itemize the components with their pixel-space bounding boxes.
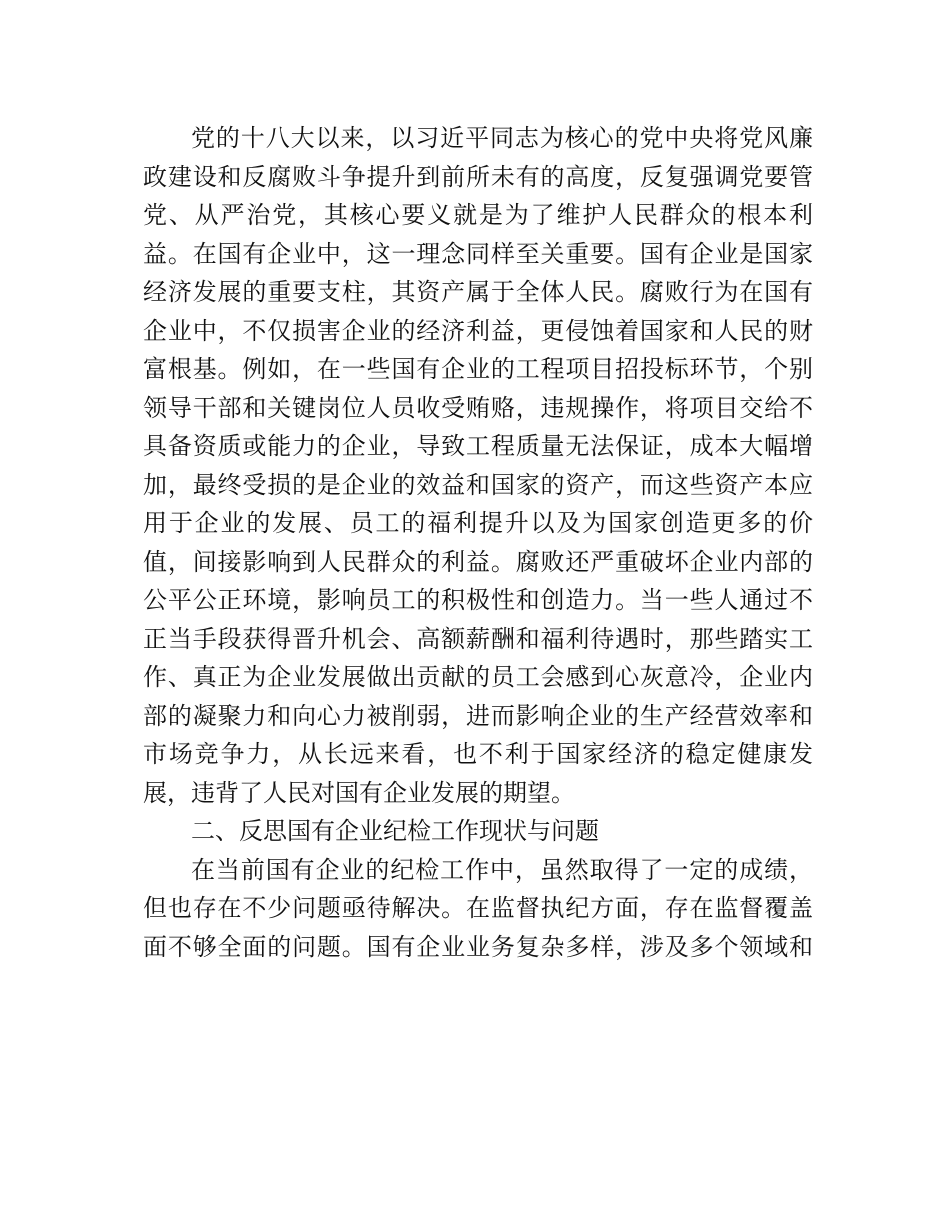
paragraph-line: 展，违背了人民对国有企业发展的期望。 [143, 778, 575, 807]
paragraph-line: 企业中，不仅损害企业的经济利益，更侵蚀着国家和人民的财 [143, 316, 813, 345]
document-body [143, 119, 813, 966]
paragraph-line: 加，最终受损的是企业的效益和国家的资产，而这些资产本应 [143, 470, 813, 499]
paragraph-line: 值，间接影响到人民群众的利益。腐败还严重破坏企业内部的 [143, 547, 813, 576]
paragraph-line: 部的凝聚力和向心力被削弱，进而影响企业的生产经营效率和 [143, 701, 813, 730]
paragraph-line: 在当前国有企业的纪检工作中，虽然取得了一定的成绩， [191, 855, 813, 884]
paragraph-line: 作、真正为企业发展做出贡献的员工会感到心灰意冷，企业内 [143, 663, 813, 691]
paragraph-line: 具备资质或能力的企业，导致工程质量无法保证，成本大幅增 [143, 432, 813, 460]
paragraph-line: 富根基。例如，在一些国有企业的工程项目招投标环节，个别 [143, 355, 813, 383]
paragraph-line: 党、从严治党，其核心要义就是为了维护人民群众的根本利 [143, 201, 813, 229]
paragraph-line: 党的十八大以来，以习近平同志为核心的党中央将党风廉 [191, 124, 813, 152]
paragraph-line: 经济发展的重要支柱，其资产属于全体人民。腐败行为在国有 [143, 278, 813, 306]
paragraph-line: 但也存在不少问题亟待解决。在监督执纪方面，存在监督覆盖 [143, 894, 813, 922]
paragraph-line: 政建设和反腐败斗争提升到前所未有的高度，反复强调党要管 [143, 162, 813, 191]
section-heading: 二、反思国有企业纪检工作现状与问题 [191, 817, 599, 845]
paragraph-line: 用于企业的发展、员工的福利提升以及为国家创造更多的价 [143, 509, 813, 537]
paragraph-line: 公平公正环境，影响员工的积极性和创造力。当一些人通过不 [143, 586, 813, 614]
paragraph-line: 益。在国有企业中，这一理念同样至关重要。国有企业是国家 [143, 239, 813, 268]
paragraph-line: 市场竞争力，从长远来看，也不利于国家经济的稳定健康发 [143, 740, 813, 768]
paragraph-line: 面不够全面的问题。国有企业业务复杂多样，涉及多个领域和 [143, 932, 813, 961]
paragraph-line: 领导干部和关键岗位人员收受贿赂，违规操作，将项目交给不 [143, 393, 813, 422]
paragraph-line: 正当手段获得晋升机会、高额薪酬和福利待遇时，那些踏实工 [143, 624, 813, 653]
paragraph-2 [143, 851, 813, 967]
paragraph-1 [143, 119, 813, 812]
